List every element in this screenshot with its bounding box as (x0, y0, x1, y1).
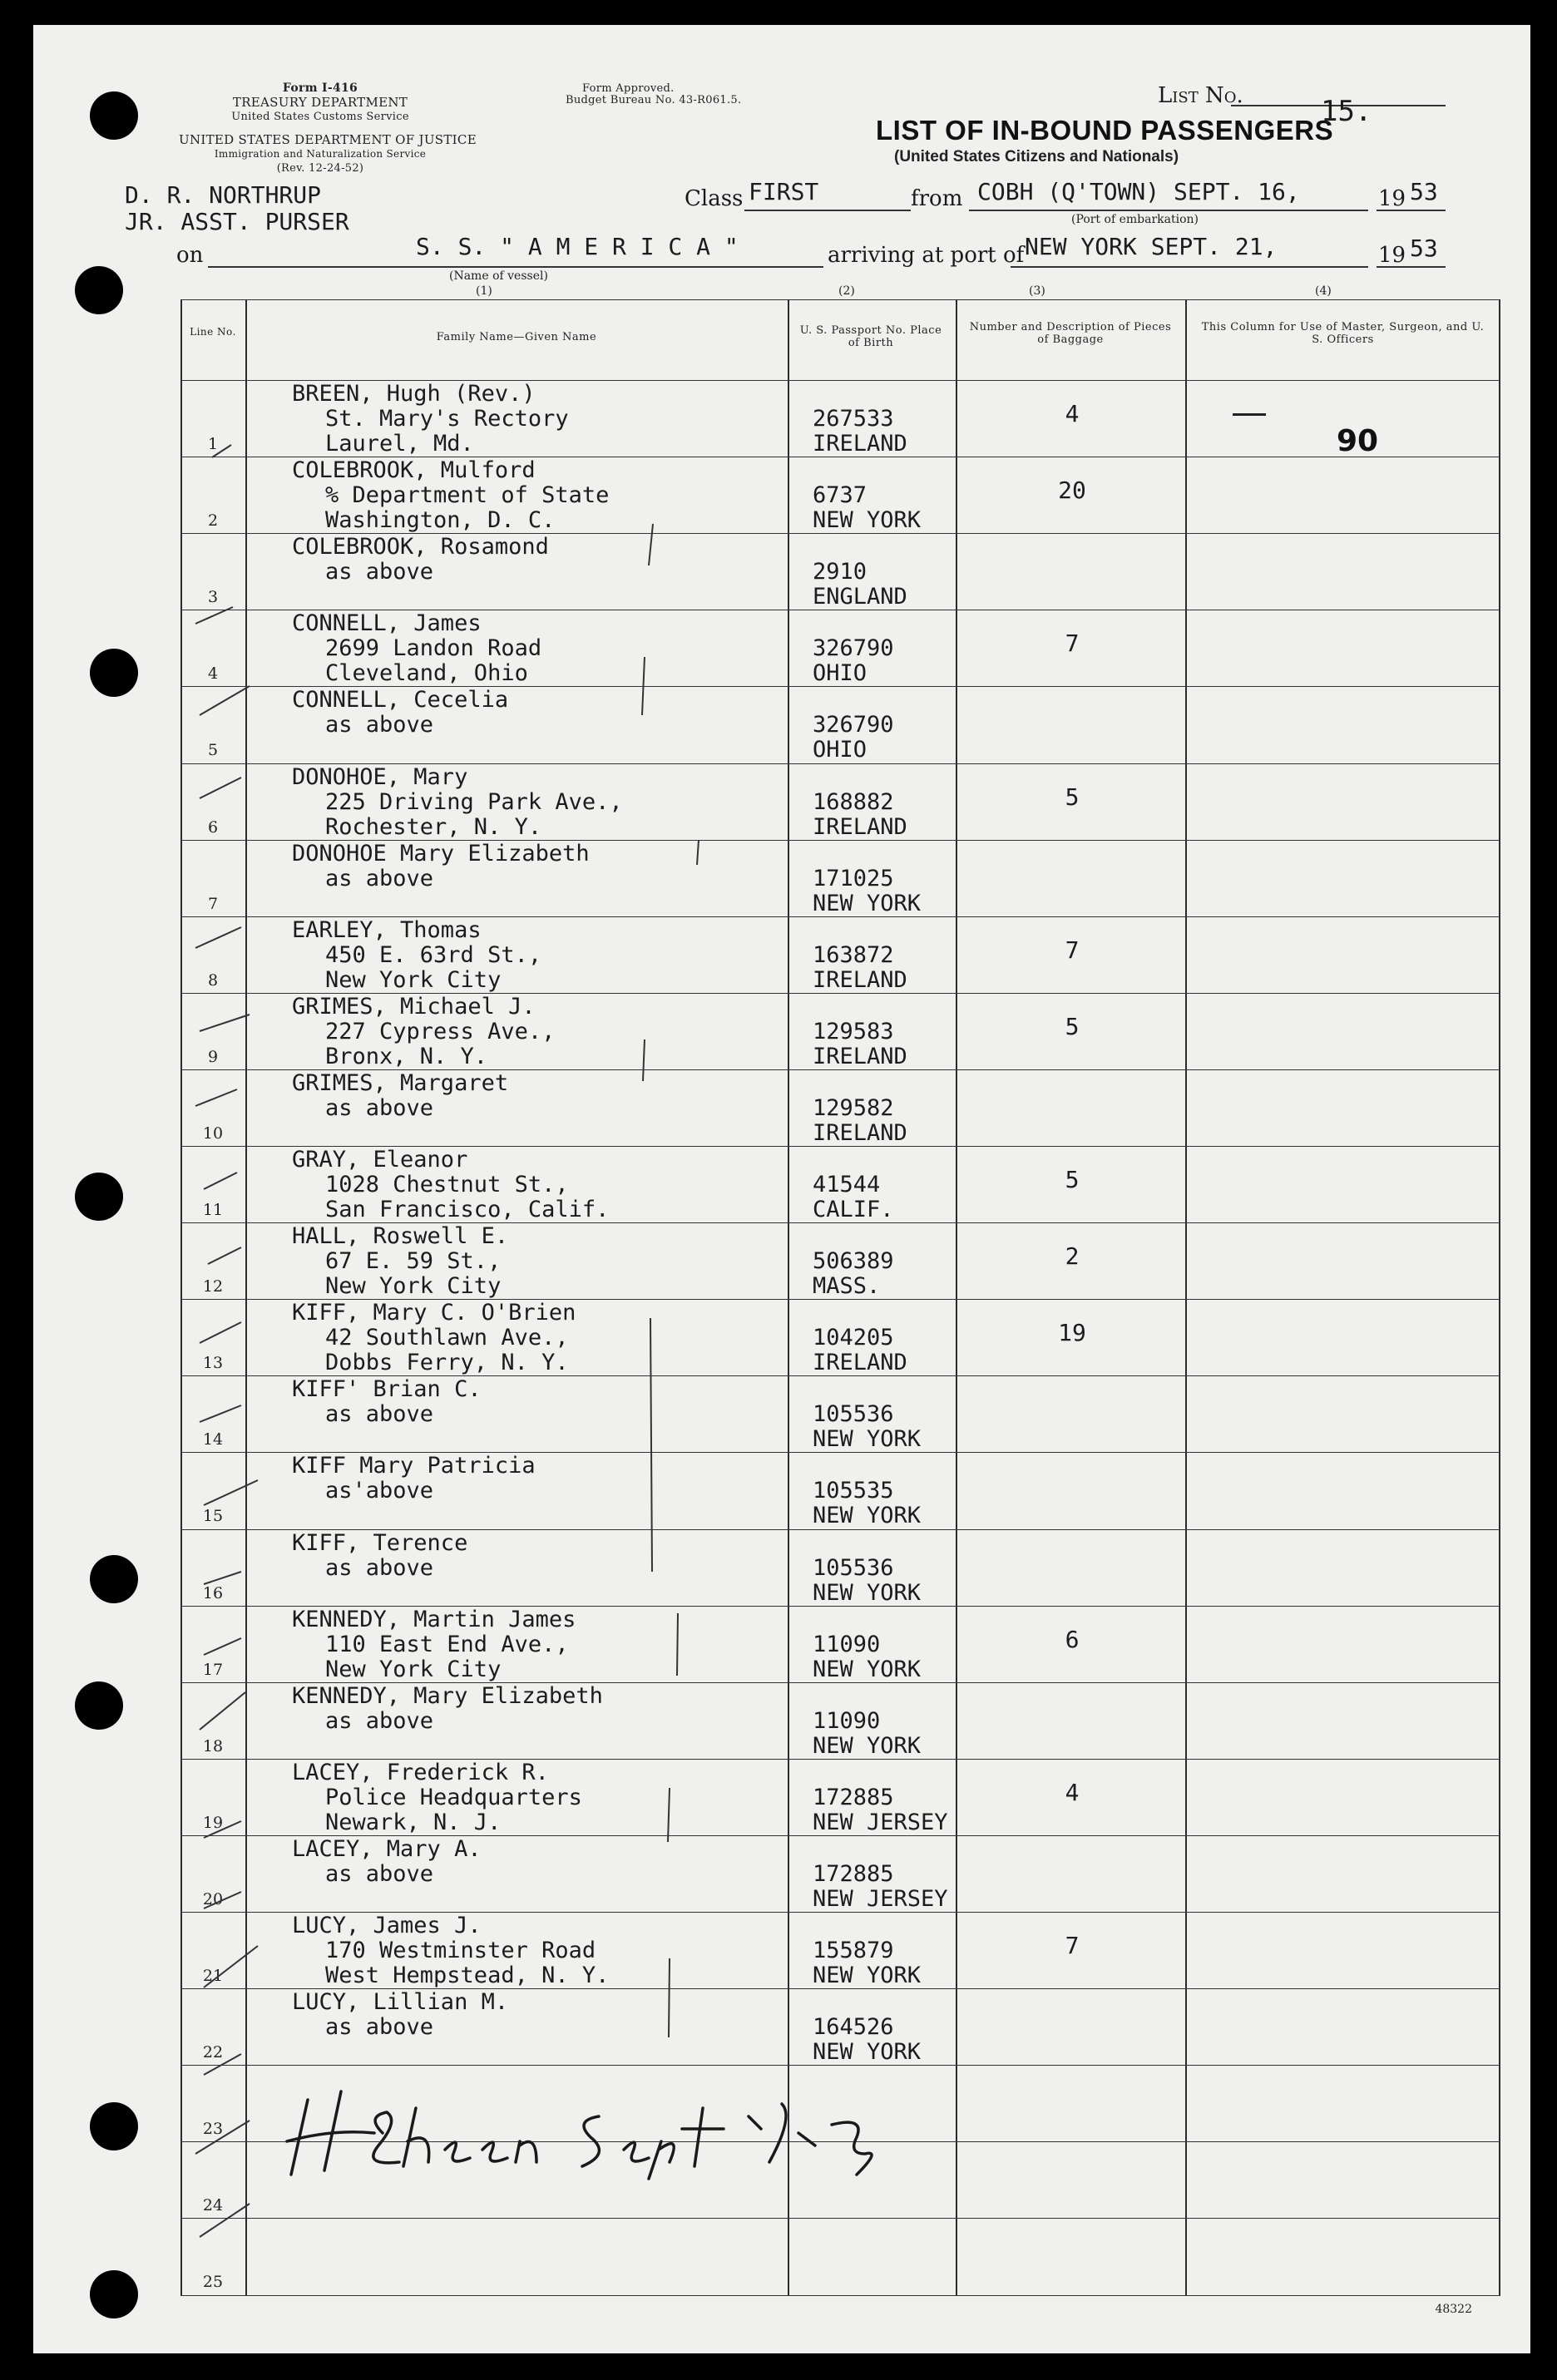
address-line-2: New York City (325, 1273, 502, 1300)
baggage-count: 19 (1058, 1319, 1086, 1347)
year-arrive: 53 (1410, 235, 1438, 262)
place-of-birth: NEW YORK (813, 1503, 922, 1529)
passenger-name: KIFF' Brian C. (292, 1376, 482, 1403)
line-number: 20 (202, 1889, 224, 1908)
passenger-name: DONOHOE, Mary (292, 763, 468, 790)
passport-number: 168882 (813, 788, 894, 815)
line-number: 10 (202, 1123, 224, 1143)
col-header-baggage: Number and Description of Pieces of Baggage (969, 321, 1172, 346)
arriving-label: arriving at port of (828, 243, 1025, 268)
address-line-1: 227 Cypress Ave., (325, 1018, 556, 1044)
address-line-1: 1028 Chestnut St., (325, 1172, 569, 1197)
passenger-name: KIFF, Mary C. O'Brien (292, 1300, 576, 1326)
address-line-2: Rochester, N. Y. (325, 813, 542, 840)
address-line-1: as'above (325, 1478, 434, 1504)
customs-service: United States Customs Service (231, 111, 409, 123)
address-line-2: New York City (325, 1656, 502, 1682)
baggage-count: 5 (1065, 1012, 1080, 1040)
address-line-2: New York City (325, 966, 502, 993)
place-of-birth: MASS. (813, 1273, 881, 1300)
address-line-1: % Department of State (325, 482, 610, 509)
class-label: Class (685, 186, 744, 211)
baggage-count: 7 (1065, 936, 1080, 964)
port-embark-caption: (Port of embarkation) (1071, 213, 1199, 226)
place-of-birth: IRELAND (813, 431, 907, 457)
col-num-2: (2) (838, 284, 855, 298)
place-of-birth: OHIO (813, 660, 867, 687)
passport-number: 105535 (813, 1478, 894, 1504)
line-number: 22 (202, 2043, 224, 2062)
passenger-name: BREEN, Hugh (Rev.) (292, 381, 536, 407)
arrival-port: NEW YORK SEPT. 21, (1025, 233, 1278, 260)
line-number: 9 (207, 1047, 219, 1066)
purser-title: JR. ASST. PURSER (125, 208, 349, 235)
place-of-birth: IRELAND (813, 966, 907, 993)
address-line-2: Dobbs Ferry, N. Y. (325, 1350, 569, 1376)
form-number: Form I-416 (282, 81, 358, 95)
passport-number: 105536 (813, 1401, 894, 1428)
passenger-name: EARLEY, Thomas (292, 916, 482, 943)
address-line-2: West Hempstead, N. Y. (325, 1963, 610, 1988)
address-line-1: as above (325, 865, 434, 891)
line-number: 11 (202, 1201, 224, 1220)
place-of-birth: NEW YORK (813, 890, 922, 916)
address-line-2: San Francisco, Calif. (325, 1197, 610, 1222)
form-subtitle: (United States Citizens and Nationals) (894, 148, 1179, 165)
vessel-caption: (Name of vessel) (449, 269, 548, 283)
passenger-name: HALL, Roswell E. (292, 1223, 509, 1250)
address-line-1: as above (325, 1094, 434, 1121)
address-line-1: as above (325, 1860, 434, 1887)
passenger-name: COLEBROOK, Rosamond (292, 534, 549, 560)
address-line-2: Newark, N. J. (325, 1809, 502, 1835)
list-no-value: 15. (1321, 95, 1372, 128)
year-arrive-prefix: 19 (1378, 243, 1406, 268)
passport-number: 155879 (813, 1938, 894, 1963)
treasury-dept: TREASURY DEPARTMENT (232, 95, 408, 110)
address-line-1: as above (325, 1707, 434, 1734)
vessel-name: S. S. " A M E R I C A " (416, 233, 739, 260)
place-of-birth: IRELAND (813, 1119, 907, 1146)
line-number: 6 (207, 817, 219, 837)
passenger-name: KENNEDY, Mary Elizabeth (292, 1682, 603, 1709)
from-label: from (911, 186, 963, 211)
col-header-line-no: Line No. (190, 326, 236, 338)
baggage-count: 6 (1065, 1625, 1080, 1653)
place-of-birth: NEW YORK (813, 1732, 922, 1759)
line-number: 1 (207, 435, 219, 454)
handwritten-marks (33, 25, 1530, 2353)
address-line-2: Cleveland, Ohio (325, 660, 528, 687)
officer-mark: 90 (1337, 424, 1379, 458)
passenger-name: GRIMES, Margaret (292, 1069, 509, 1096)
col-header-name: Family Name—Given Name (436, 331, 597, 343)
address-line-1: as above (325, 712, 434, 738)
line-number: 18 (202, 1736, 224, 1755)
approved-text: Form Approved. (582, 82, 675, 95)
line-number: 2 (207, 511, 219, 531)
place-of-birth: NEW YORK (813, 507, 922, 534)
col-num-1: (1) (476, 284, 492, 298)
officer-signature (283, 2083, 948, 2183)
passport-number: 506389 (813, 1248, 894, 1275)
place-of-birth: NEW YORK (813, 1426, 922, 1453)
class-value: FIRST (749, 178, 819, 205)
passenger-name: KENNEDY, Martin James (292, 1606, 576, 1632)
line-number: 4 (207, 664, 219, 684)
line-number: 5 (207, 741, 219, 760)
form-title: LIST OF IN-BOUND PASSENGERS (876, 115, 1334, 146)
baggage-count: 7 (1065, 1932, 1080, 1959)
place-of-birth: NEW YORK (813, 1963, 922, 1988)
passenger-name: COLEBROOK, Mulford (292, 457, 536, 484)
passenger-name: LACEY, Mary A. (292, 1835, 482, 1862)
baggage-count: 4 (1065, 400, 1080, 427)
line-number: 24 (202, 2196, 224, 2215)
place-of-birth: NEW YORK (813, 1579, 922, 1606)
address-line-1: 225 Driving Park Ave., (325, 788, 623, 815)
baggage-count: 4 (1065, 1778, 1080, 1806)
passport-number: 326790 (813, 712, 894, 738)
baggage-count: 20 (1058, 476, 1086, 505)
line-number: 3 (207, 588, 219, 607)
on-label: on (176, 243, 204, 268)
place-of-birth: OHIO (813, 737, 867, 763)
place-of-birth: CALIF. (813, 1197, 894, 1222)
passport-number: 267533 (813, 406, 894, 432)
address-line-1: 170 Westminster Road (325, 1938, 596, 1963)
line-number: 14 (202, 1430, 224, 1449)
line-number: 17 (202, 1660, 224, 1679)
line-number: 8 (207, 970, 219, 990)
passenger-name: KIFF, Terence (292, 1529, 468, 1556)
place-of-birth: NEW YORK (813, 2039, 922, 2066)
passport-number: 11090 (813, 1631, 881, 1657)
place-of-birth: IRELAND (813, 1043, 907, 1069)
passport-number: 172885 (813, 1784, 894, 1810)
from-value: COBH (Q'TOWN) SEPT. 16, (977, 178, 1300, 205)
address-line-1: St. Mary's Rectory (325, 406, 569, 432)
address-line-2: Washington, D. C. (325, 507, 556, 534)
baggage-count: 2 (1065, 1242, 1080, 1271)
passport-number: 105536 (813, 1554, 894, 1581)
passenger-name: LACEY, Frederick R. (292, 1759, 549, 1785)
line-number: 23 (202, 2120, 224, 2139)
list-no-label: List No. (1158, 83, 1243, 108)
line-number: 16 (202, 1583, 224, 1602)
place-of-birth: NEW JERSEY (813, 1885, 948, 1912)
place-of-birth: IRELAND (813, 813, 907, 840)
address-line-2: Laurel, Md. (325, 431, 474, 457)
budget-text: Budget Bureau No. 43-R061.5. (566, 94, 742, 106)
col-num-3: (3) (1029, 284, 1045, 298)
passenger-name: CONNELL, James (292, 610, 482, 637)
line-number: 19 (202, 1813, 224, 1832)
year-from-prefix: 19 (1378, 186, 1406, 211)
line-number: 12 (202, 1277, 224, 1296)
place-of-birth: ENGLAND (813, 584, 907, 610)
footer-number: 48322 (1435, 2303, 1472, 2316)
purser-name: D. R. NORTHRUP (125, 181, 322, 209)
place-of-birth: IRELAND (813, 1350, 907, 1376)
address-line-1: as above (325, 1401, 434, 1428)
address-line-1: Police Headquarters (325, 1784, 582, 1810)
baggage-count: 7 (1065, 630, 1080, 658)
passenger-name: KIFF Mary Patricia (292, 1453, 536, 1479)
justice-dept: UNITED STATES DEPARTMENT OF JUSTICE (179, 132, 477, 147)
address-line-1: as above (325, 559, 434, 585)
passport-number: 164526 (813, 2014, 894, 2041)
passport-number: 129582 (813, 1094, 894, 1121)
place-of-birth: NEW YORK (813, 1656, 922, 1682)
passenger-name: DONOHOE Mary Elizabeth (292, 840, 590, 867)
address-line-2: Bronx, N. Y. (325, 1043, 488, 1069)
passport-number: 2910 (813, 559, 867, 585)
year-from: 53 (1410, 178, 1438, 205)
passenger-name: LUCY, Lillian M. (292, 1989, 509, 2016)
line-number: 13 (202, 1354, 224, 1373)
line-number: 15 (202, 1507, 224, 1526)
passport-number: 6737 (813, 482, 867, 509)
baggage-count: 5 (1065, 1166, 1080, 1193)
address-line-1: 67 E. 59 St., (325, 1248, 502, 1275)
passenger-name: GRAY, Eleanor (292, 1147, 468, 1173)
passenger-name: CONNELL, Cecelia (292, 687, 509, 714)
passport-number: 104205 (813, 1325, 894, 1351)
col-num-4: (4) (1315, 284, 1332, 298)
address-line-1: 42 Southlawn Ave., (325, 1325, 569, 1351)
line-number: 7 (207, 894, 219, 913)
baggage-count: 5 (1065, 783, 1080, 811)
passport-number: 163872 (813, 941, 894, 968)
passport-number: 326790 (813, 635, 894, 662)
address-line-1: as above (325, 1554, 434, 1581)
passenger-name: GRIMES, Michael J. (292, 993, 536, 1020)
passport-number: 171025 (813, 865, 894, 891)
passport-number: 11090 (813, 1707, 881, 1734)
address-line-1: 2699 Landon Road (325, 635, 542, 662)
col-header-passport: U. S. Passport No. Place of Birth (799, 324, 942, 349)
line-number: 25 (202, 2273, 224, 2292)
passport-number: 41544 (813, 1172, 881, 1197)
revision-date: (Rev. 12-24-52) (276, 162, 364, 175)
passport-number: 129583 (813, 1018, 894, 1044)
passport-number: 172885 (813, 1860, 894, 1887)
ins-service: Immigration and Naturalization Service (214, 148, 427, 160)
address-line-1: 110 East End Ave., (325, 1631, 569, 1657)
form-page (33, 25, 1530, 2353)
col-header-officers: This Column for Use of Master, Surgeon, and U. S. Officers (1201, 321, 1485, 346)
passenger-name: LUCY, James J. (292, 1913, 482, 1938)
line-number: 21 (202, 1967, 224, 1986)
address-line-1: as above (325, 2014, 434, 2041)
address-line-1: 450 E. 63rd St., (325, 941, 542, 968)
place-of-birth: NEW JERSEY (813, 1809, 948, 1835)
